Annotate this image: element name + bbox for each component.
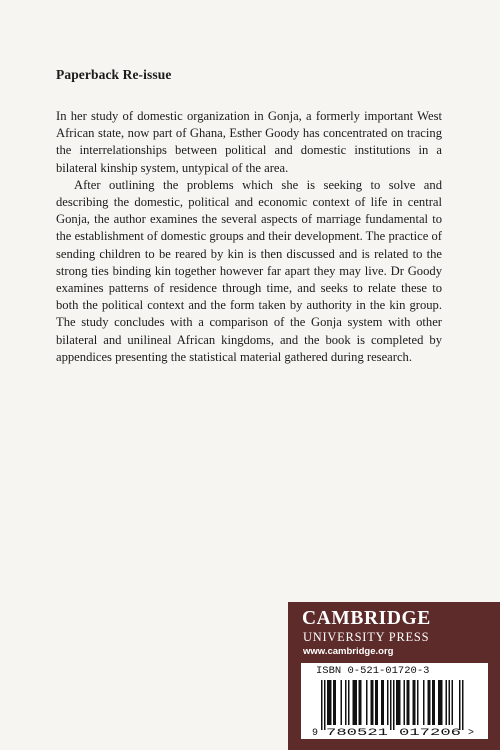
barcode-bar [428, 680, 430, 725]
barcode-bar [449, 680, 451, 725]
barcode-bar [423, 680, 425, 725]
barcode-bar [371, 680, 373, 725]
barcode-bar [335, 680, 337, 725]
barcode-bar [345, 680, 347, 725]
barcode-bar [434, 680, 436, 725]
barcode-bar [372, 680, 374, 725]
barcode-bar [396, 680, 398, 725]
barcode-bar [414, 680, 416, 725]
barcode-end-mark: > [468, 728, 475, 738]
barcode-box [301, 663, 488, 739]
barcode-bar [459, 680, 461, 730]
barcode-bar [407, 680, 409, 725]
reissue-heading: Paperback Re-issue [56, 67, 172, 82]
publisher-panel [288, 602, 500, 750]
barcode-bar [375, 680, 377, 725]
description-blurb [56, 108, 442, 366]
barcode-bar [324, 680, 326, 730]
barcode-bar [327, 680, 329, 725]
barcode-bar [440, 680, 442, 725]
publisher-name: CAMBRIDGE [302, 608, 431, 629]
barcode-bar [462, 680, 464, 730]
barcode-bar [441, 680, 443, 725]
barcode-bar [432, 680, 434, 725]
barcode-bar [381, 680, 383, 725]
barcode-bar [399, 680, 401, 725]
barcode-bar [429, 680, 431, 725]
barcode-lead-digit: 9 [312, 728, 319, 738]
barcode-bar [417, 680, 419, 725]
barcode-bar [452, 680, 454, 725]
blurb-paragraph-1: In her study of domestic organization in Gonja, a formerly important West African state, now part of Ghana, Esther Goody has concentrated on tracing the interrelationships between political and domestic institutions in a bilateral kinship system, untypical of the area. [56, 109, 442, 175]
barcode-bar [383, 680, 385, 725]
isbn-label: ISBN 0-521-01720-3 [316, 665, 430, 677]
publisher-url[interactable]: www.cambridge.org [303, 646, 394, 657]
barcode-bar [366, 680, 368, 725]
barcode-bar [330, 680, 332, 725]
barcode-bar [413, 680, 415, 725]
barcode-bar [356, 680, 358, 725]
barcode-bar [348, 680, 350, 725]
publisher-subtitle: UNIVERSITY PRESS [303, 630, 430, 644]
barcode-bar [377, 680, 379, 725]
barcode-bar [333, 680, 335, 725]
barcode-bar [353, 680, 355, 725]
blurb-paragraph-2: After outlining the problems which she is seeking to solve and describing the domestic, political and economic context of life in central Gonja, the author examines the several aspects of marriage fundamental to the establishment of domestic groups and their development. The practice of sending children to be reared by kin is then discussed and is related to the strong ties binding kin together however far apart they may live. Dr Goody examines patterns of residence through time, and seeks to relate these to both the political context and the form taken by authority in the kin group. The study concludes with a comparison of the Gonja system with other bilateral and unilineal African kingdoms, and the book is completed by appendices presenting the statistical material gathered during research. [56, 177, 442, 364]
barcode-right-digits: 017206 [399, 728, 461, 738]
barcode-bar [398, 680, 400, 725]
barcode-bar [408, 680, 410, 725]
barcode-bar [393, 680, 395, 730]
ean-barcode [310, 680, 480, 738]
barcode-bar [404, 680, 406, 725]
barcode-bar [321, 680, 323, 730]
barcode-bar [438, 680, 440, 725]
barcode-bar [446, 680, 448, 725]
barcode-bar [329, 680, 331, 725]
barcode-bar [341, 680, 343, 725]
barcode-bar [360, 680, 362, 725]
barcode-left-digits: 780521 [326, 728, 388, 738]
barcode-bar [387, 680, 389, 725]
barcode-bar [390, 680, 392, 730]
barcode-bar [354, 680, 356, 725]
barcode-bar [359, 680, 361, 725]
